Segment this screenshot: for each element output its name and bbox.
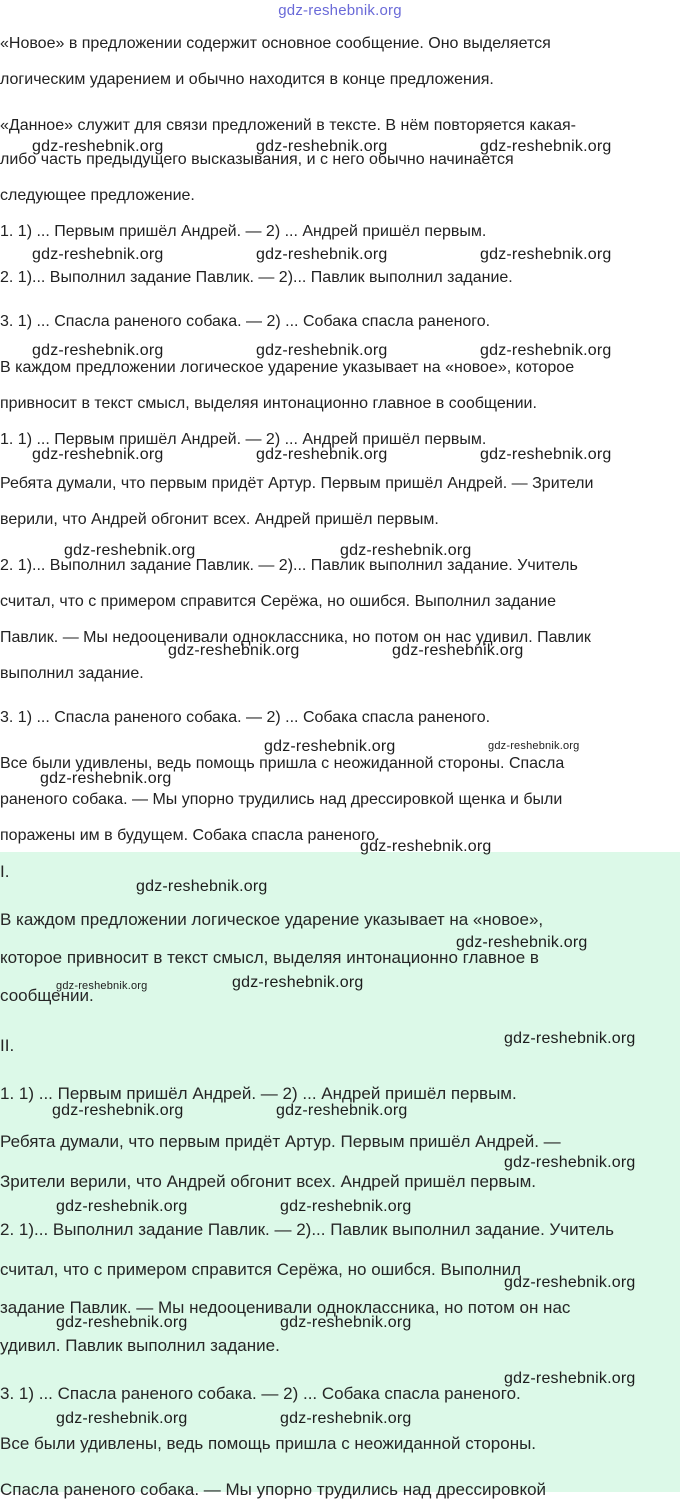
text-line: I. xyxy=(0,862,10,881)
watermark: gdz-reshebnik.org xyxy=(56,980,148,992)
text-line: удивил. Павлик выполнил задание. xyxy=(0,1336,280,1355)
watermark: gdz-reshebnik.org xyxy=(480,446,612,463)
watermark: gdz-reshebnik.org xyxy=(280,1410,412,1427)
text-line: Павлик. — Мы недооценивали одноклассника, но потом он нас удивил. Павлик xyxy=(0,629,591,646)
text-line: 2. 1)... Выполнил задание Павлик. — 2)... Павлик выполнил задание. xyxy=(0,269,513,286)
text-line: 1. 1) ... Первым пришёл Андрей. — 2) ... Андрей пришёл первым. xyxy=(0,1084,517,1103)
text-line: верили, что Андрей обгонит всех. Андрей пришёл первым. xyxy=(0,511,439,528)
text-line: задание Павлик. — Мы недооценивали одноклассника, но потом он нас xyxy=(0,1298,571,1317)
text-line: Все были удивлены, ведь помощь пришла с неожиданной стороны. Спасла xyxy=(0,755,565,772)
text-line: Ребята думали, что первым придёт Артур. Первым пришёл Андрей. — xyxy=(0,1132,561,1151)
watermark: gdz-reshebnik.org xyxy=(504,1370,636,1387)
watermark: gdz-reshebnik.org xyxy=(392,642,524,659)
text-line: поражены им в будущем. Собака спасла раненого. xyxy=(0,827,380,844)
watermark: gdz-reshebnik.org xyxy=(56,1410,188,1427)
text-line: выполнил задание. xyxy=(0,665,144,682)
watermark: gdz-reshebnik.org xyxy=(52,1102,184,1119)
text-line: «Данное» служит для связи предложений в тексте. В нём повторяется какая- xyxy=(0,117,576,134)
text-line: Ребята думали, что первым придёт Артур. Первым пришёл Андрей. — Зрители xyxy=(0,475,594,492)
watermark: gdz-reshebnik.org xyxy=(56,1314,188,1331)
watermark: gdz-reshebnik.org xyxy=(276,1102,408,1119)
text-line: раненого собака. — Мы упорно трудились над дрессировкой щенка и были xyxy=(0,791,563,808)
watermark: gdz-reshebnik.org xyxy=(264,738,396,755)
text-line: которое привносит в текст смысл, выделяя интонационно главное в xyxy=(0,948,539,967)
text-line: считал, что с примером справится Серёжа, но ошибся. Выполнил задание xyxy=(0,593,556,610)
text-line: 1. 1) ... Первым пришёл Андрей. — 2) ... Андрей пришёл первым. xyxy=(0,431,487,448)
watermark: gdz-reshebnik.org xyxy=(256,246,388,263)
text-line: логическим ударением и обычно находится в конце предложения. xyxy=(0,71,494,88)
text-line: II. xyxy=(0,1036,15,1055)
text-line: либо часть предыдущего высказывания, и с него обычно начинается xyxy=(0,151,514,168)
watermark: gdz-reshebnik.org xyxy=(504,1030,636,1047)
text-line: считал, что с примером справится Серёжа, но ошибся. Выполнил xyxy=(0,1260,522,1279)
watermark: gdz-reshebnik.org xyxy=(280,1314,412,1331)
text-line: 1. 1) ... Первым пришёл Андрей. — 2) ... Андрей пришёл первым. xyxy=(0,223,487,240)
watermark: gdz-reshebnik.org xyxy=(456,934,588,951)
watermark: gdz-reshebnik.org xyxy=(32,246,164,263)
watermark: gdz-reshebnik.org xyxy=(168,642,300,659)
text-line: Спасла раненого собака. — Мы упорно трудились над дрессировкой xyxy=(0,1480,547,1499)
site-header[interactable]: gdz-reshebnik.org xyxy=(278,2,402,19)
text-line: 3. 1) ... Спасла раненого собака. — 2) ... Собака спасла раненого. xyxy=(0,313,491,330)
text-line: «Новое» в предложении содержит основное сообщение. Оно выделяется xyxy=(0,35,551,52)
text-line: 2. 1)... Выполнил задание Павлик. — 2)... Павлик выполнил задание. Учитель xyxy=(0,557,578,574)
text-line: В каждом предложении логическое ударение указывает на «новое», которое xyxy=(0,359,575,376)
text-line: привносит в текст смысл, выделяя интонационно главное в сообщении. xyxy=(0,395,537,412)
text-line: 2. 1)... Выполнил задание Павлик. — 2)... Павлик выполнил задание. Учитель xyxy=(0,1220,614,1239)
watermark: gdz-reshebnik.org xyxy=(56,1198,188,1215)
watermark: gdz-reshebnik.org xyxy=(32,446,164,463)
watermark: gdz-reshebnik.org xyxy=(32,138,164,155)
watermark: gdz-reshebnik.org xyxy=(32,342,164,359)
text-line: В каждом предложении логическое ударение указывает на «новое», xyxy=(0,910,544,929)
watermark: gdz-reshebnik.org xyxy=(232,974,364,991)
watermark: gdz-reshebnik.org xyxy=(504,1154,636,1171)
text-line: Зрители верили, что Андрей обгонит всех. Андрей пришёл первым. xyxy=(0,1172,537,1191)
watermark: gdz-reshebnik.org xyxy=(64,542,196,559)
text-line: 3. 1) ... Спасла раненого собака. — 2) ... Собака спасла раненого. xyxy=(0,709,491,726)
text-line: 3. 1) ... Спасла раненого собака. — 2) ... Собака спасла раненого. xyxy=(0,1384,521,1403)
watermark: gdz-reshebnik.org xyxy=(488,740,580,752)
text-line: сообщении. xyxy=(0,986,94,1005)
text-line: Все были удивлены, ведь помощь пришла с неожиданной стороны. xyxy=(0,1434,537,1453)
watermark: gdz-reshebnik.org xyxy=(504,1274,636,1291)
watermark: gdz-reshebnik.org xyxy=(136,878,268,895)
watermark: gdz-reshebnik.org xyxy=(340,542,472,559)
watermark: gdz-reshebnik.org xyxy=(280,1198,412,1215)
watermark: gdz-reshebnik.org xyxy=(480,342,612,359)
watermark: gdz-reshebnik.org xyxy=(256,446,388,463)
watermark: gdz-reshebnik.org xyxy=(480,246,612,263)
watermark: gdz-reshebnik.org xyxy=(256,138,388,155)
watermark: gdz-reshebnik.org xyxy=(480,138,612,155)
watermark: gdz-reshebnik.org xyxy=(256,342,388,359)
text-line: следующее предложение. xyxy=(0,187,195,204)
watermark: gdz-reshebnik.org xyxy=(360,838,492,855)
watermark: gdz-reshebnik.org xyxy=(40,770,172,787)
